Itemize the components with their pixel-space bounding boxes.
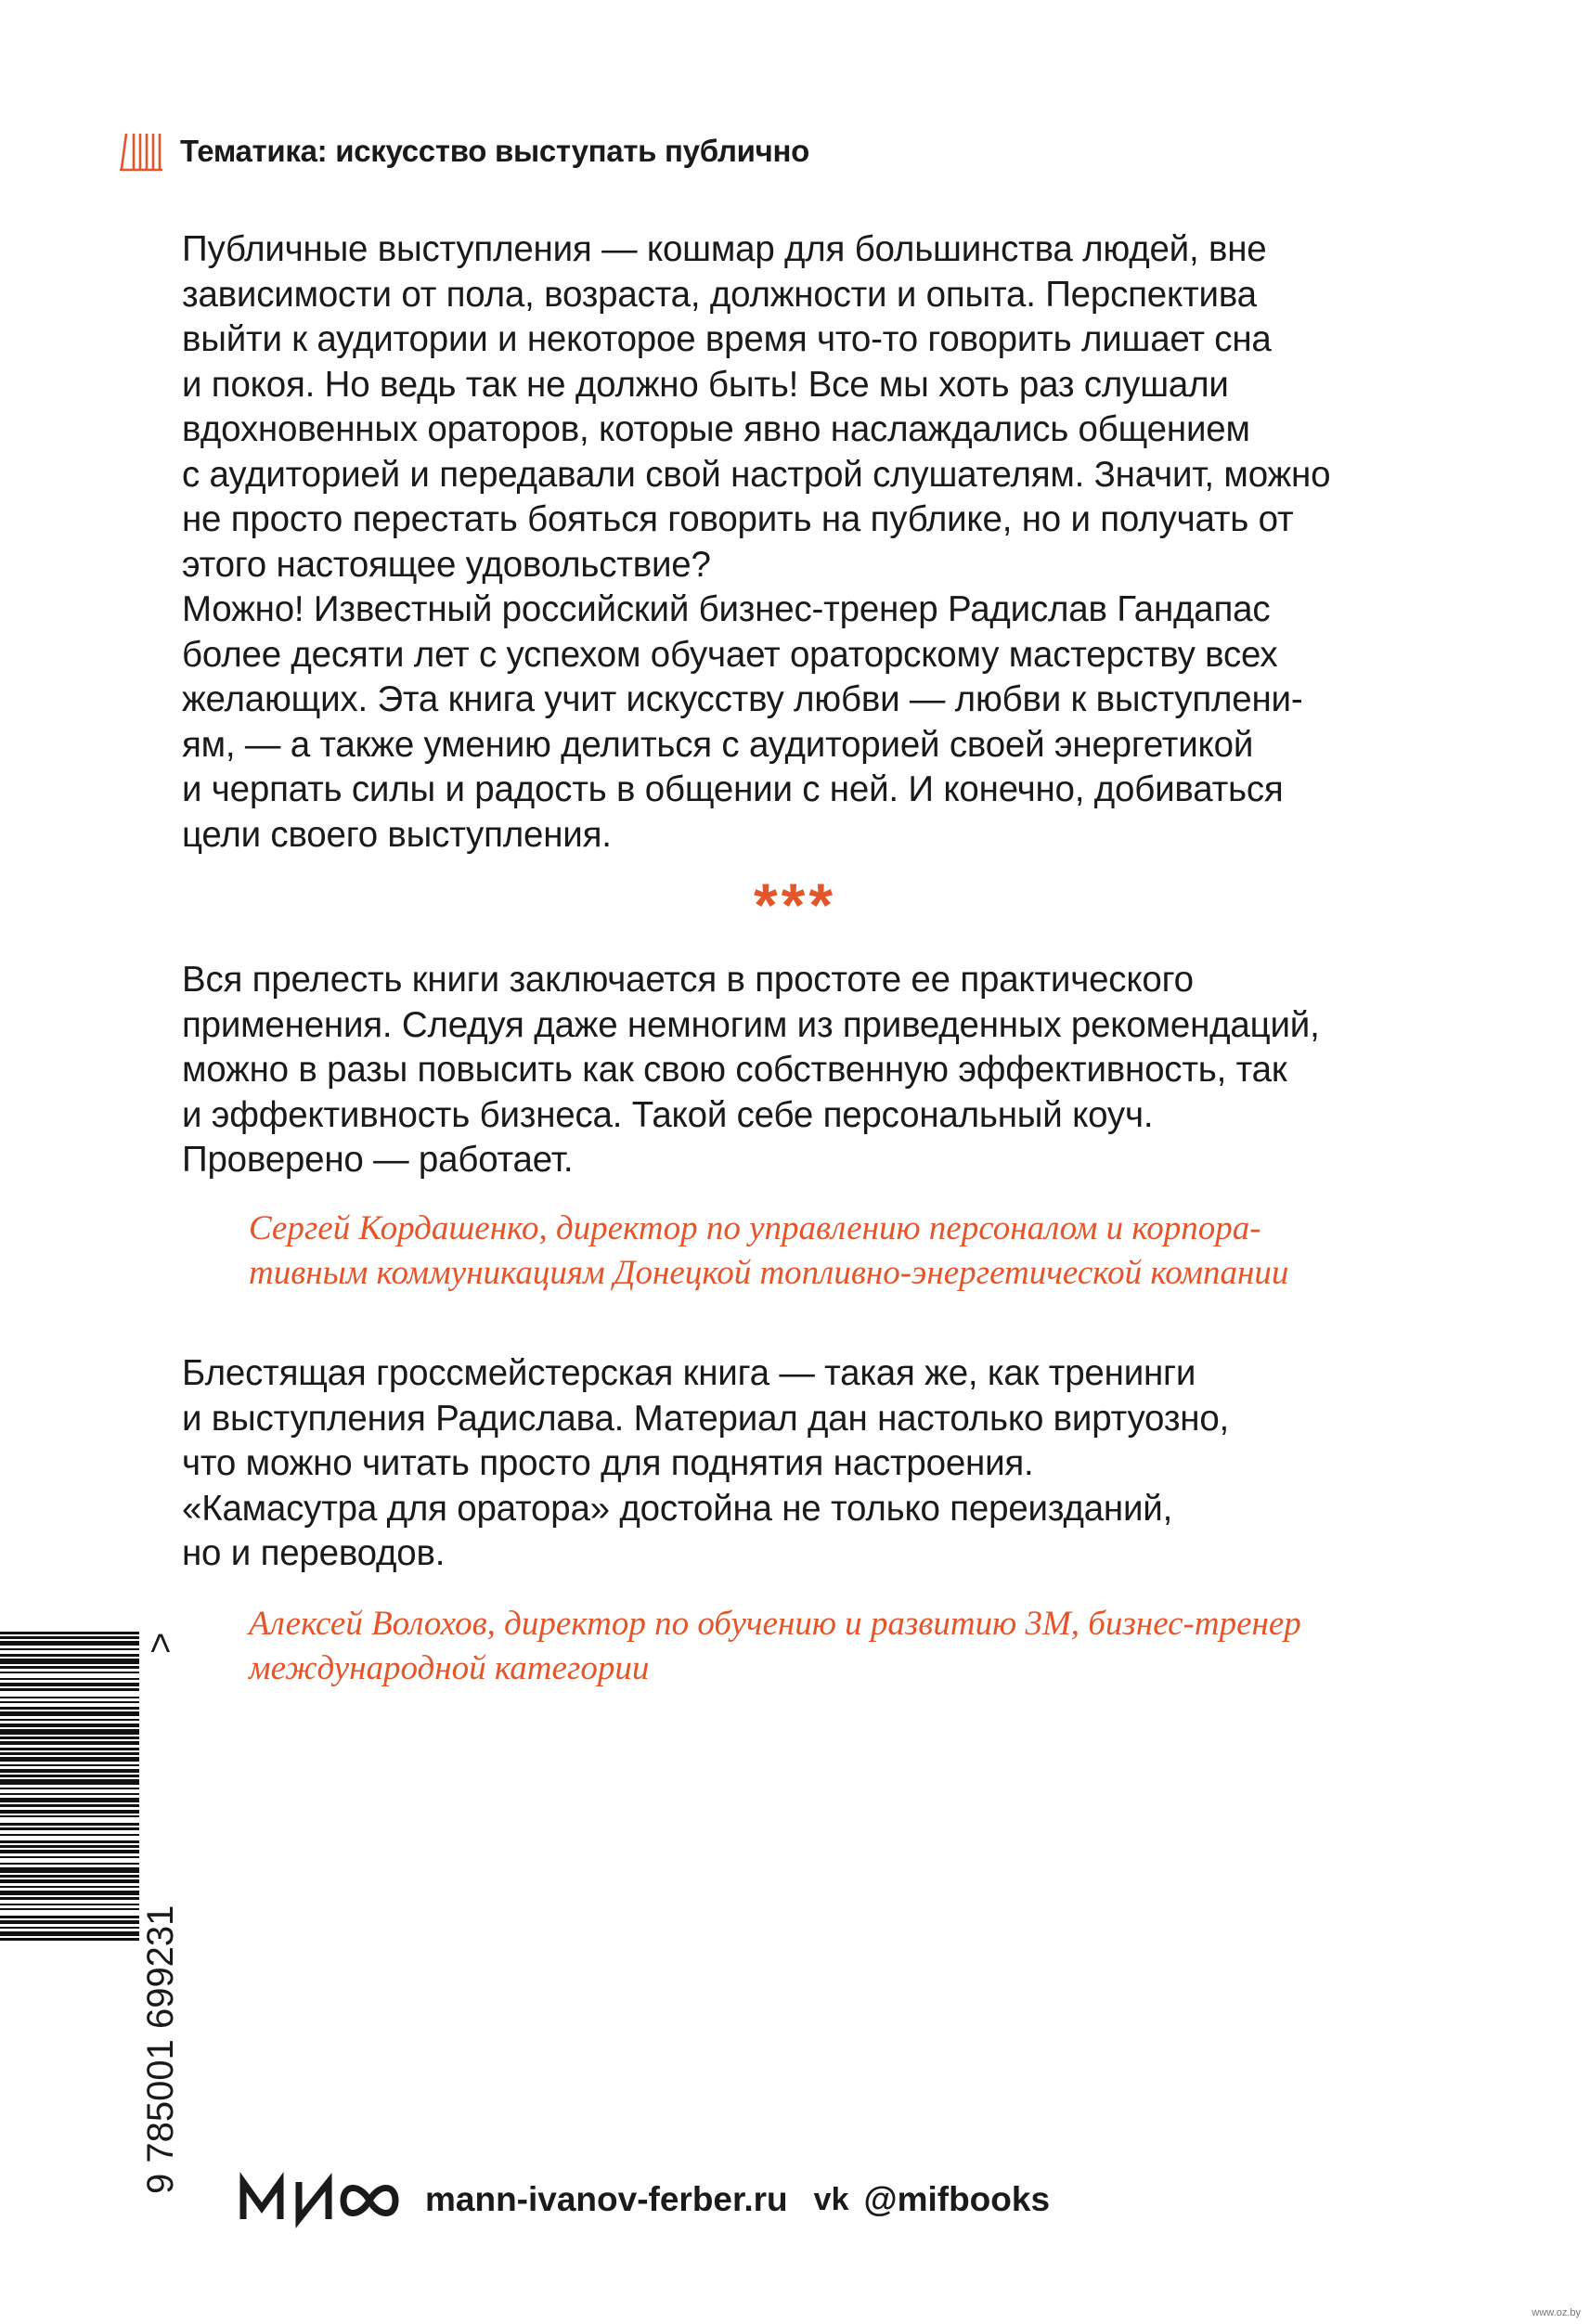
barcode-bar: [0, 1683, 139, 1686]
barcode-bar: [0, 1827, 139, 1830]
topic-label: Тематика: искусство выступать публично: [180, 134, 809, 168]
barcode-bar: [0, 1916, 139, 1918]
barcode-bar: [0, 1752, 139, 1755]
text-line: можно в разы повысить как свою собственную эффективность, так: [182, 1050, 1287, 1090]
text-line: Можно! Известный российский бизнес-тренер Радислав Гандапас: [182, 589, 1271, 629]
barcode-bar: [0, 1724, 139, 1727]
text-line: Вся прелесть книги заключается в простоте ее практического: [182, 960, 1194, 1000]
text-line: этого настоящее удовольствие?: [182, 544, 711, 585]
text-line: «Камасутра для оратора» достойна не только переизданий,: [182, 1488, 1173, 1529]
barcode-bar: [0, 1678, 139, 1680]
barcode-bar: [0, 1840, 139, 1843]
barcode-bar: [0, 1641, 139, 1646]
isbn-barcode: [0, 1626, 181, 2220]
review-attribution: [249, 1602, 1548, 1691]
barcode-suffix: >: [140, 1632, 181, 1654]
barcode-bar: [0, 1666, 139, 1669]
intro-text: [182, 227, 1426, 858]
barcode-number: 9 785001 699231: [140, 1904, 181, 2194]
text-line: и эффективность бизнеса. Такой себе персональный коуч.: [182, 1094, 1154, 1135]
publisher-footer: [239, 2166, 1050, 2233]
barcode-bar: [0, 1711, 139, 1716]
barcode-bar: [0, 1764, 139, 1766]
text-line: цели своего выступления.: [182, 814, 612, 855]
attribution-line: тивным коммуникациям Донецкой топливно-энергетической компании: [249, 1254, 1289, 1292]
barcode-bar: [0, 1737, 139, 1739]
barcode-bar: [0, 1810, 139, 1814]
barcode-bar: [0, 1863, 139, 1865]
section-divider: ***: [753, 871, 837, 939]
barcode-bar: [0, 1867, 139, 1873]
barcode-bar: [0, 1798, 139, 1802]
attribution-line: Сергей Кордашенко, директор по управлению персоналом и корпора-: [249, 1209, 1261, 1247]
barcode-bar: [0, 1757, 139, 1762]
barcode-bar: [0, 1707, 139, 1710]
attribution-line: Алексей Волохов, директор по обучению и развитию 3М, бизнес-тренер: [249, 1605, 1301, 1643]
text-line: применения. Следуя даже немногим из приведенных рекомендаций,: [182, 1004, 1320, 1045]
watermark: www.oz.by: [1532, 2307, 1581, 2318]
barcode-bar: [0, 1729, 139, 1735]
barcode-bar: [0, 1793, 139, 1795]
barcode-bar: [0, 1908, 139, 1910]
vk-icon[interactable]: vk: [813, 2181, 849, 2217]
barcode-bar: [0, 1850, 139, 1853]
barcode-bar: [0, 1775, 139, 1777]
barcode-bar: [0, 1788, 139, 1789]
barcode-bar: [0, 1659, 139, 1664]
barcode-bar: [0, 1719, 139, 1721]
barcode-bar: [0, 1804, 139, 1807]
barcode-bar: [0, 1779, 139, 1785]
barcode-bar: [0, 1648, 139, 1650]
barcode-bar: [0, 1741, 139, 1745]
text-line: более десяти лет с успехом обучает ораторскому мастерству всех: [182, 634, 1278, 675]
barcode-bar: [0, 1688, 139, 1691]
text-line: с аудиторией и передавали свой настрой слушателям. Значит, можно: [182, 454, 1331, 495]
text-line: что можно читать просто для поднятия настроения.: [182, 1443, 1034, 1483]
barcode-bar: [0, 1920, 139, 1924]
mif-logo: [239, 2176, 397, 2223]
barcode-bar: [0, 1815, 139, 1817]
barcode-bar: [0, 1672, 139, 1673]
barcode-bar: [0, 1886, 139, 1888]
text-line: вдохновенных ораторов, которые явно наслаждались общением: [182, 409, 1250, 449]
text-line: но и переводов.: [182, 1533, 446, 1573]
barcode-bar: [0, 1891, 139, 1895]
review-text: [182, 1351, 1426, 1577]
barcode-bar: [0, 1927, 139, 1929]
publisher-logo[interactable]: [239, 2176, 397, 2223]
text-line: Блестящая гроссмейстерская книга — такая же, как тренинги: [182, 1353, 1196, 1393]
barcode-bar: [0, 1875, 139, 1878]
barcode-bar: [0, 1701, 139, 1703]
barcode-bar: [0, 1897, 139, 1900]
text-line: Проверено — работает.: [182, 1140, 574, 1180]
barcode-bar: [0, 1845, 139, 1848]
social-handle[interactable]: @mifbooks: [863, 2180, 1051, 2218]
barcode-bar: [0, 1938, 139, 1941]
review-attribution: [249, 1207, 1548, 1296]
text-line: зависимости от пола, возраста, должности и опыта. Перспектива: [182, 274, 1257, 315]
barcode-bar: [0, 1904, 139, 1905]
barcode-bar: [0, 1636, 139, 1639]
barcode-bars: [0, 1632, 139, 1941]
attribution-line: международной категории: [249, 1649, 650, 1687]
text-line: Публичные выступления — кошмар для большинства людей, вне: [182, 229, 1267, 269]
website-link[interactable]: mann-ivanov-ferber.ru: [425, 2180, 788, 2218]
barcode-bar: [0, 1856, 139, 1858]
text-line: желающих. Эта книга учит искусству любви — любви к выступлени-: [182, 679, 1303, 719]
barcode-bar: [0, 1823, 139, 1826]
text-line: ям, — а также умению делиться с аудиторией своей энергетикой: [182, 724, 1254, 765]
topic-header: [119, 128, 809, 174]
text-line: выйти к аудитории и некоторое время что-то говорить лишает сна: [182, 319, 1272, 359]
barcode-bar: [0, 1879, 139, 1883]
barcode-bar: [0, 1654, 139, 1657]
barcode-bar: [0, 1834, 139, 1836]
barcode-bar: [0, 1748, 139, 1750]
text-line: не просто перестать бояться говорить на публике, но и получать от: [182, 499, 1294, 539]
barcode-bar: [0, 1632, 139, 1634]
review-text: [182, 958, 1426, 1183]
barcode-bar: [0, 1697, 139, 1698]
text-line: и черпать силы и радость в общении с ней. И конечно, добиваться: [182, 769, 1284, 809]
text-line: и покоя. Но ведь так не должно быть! Все мы хоть раз слушали: [182, 364, 1229, 405]
barcode-bar: [0, 1769, 139, 1773]
barcode-bar: [0, 1931, 139, 1936]
text-line: и выступления Радислава. Материал дан настолько виртуозно,: [182, 1398, 1230, 1439]
bookshelf-icon: [119, 131, 163, 172]
